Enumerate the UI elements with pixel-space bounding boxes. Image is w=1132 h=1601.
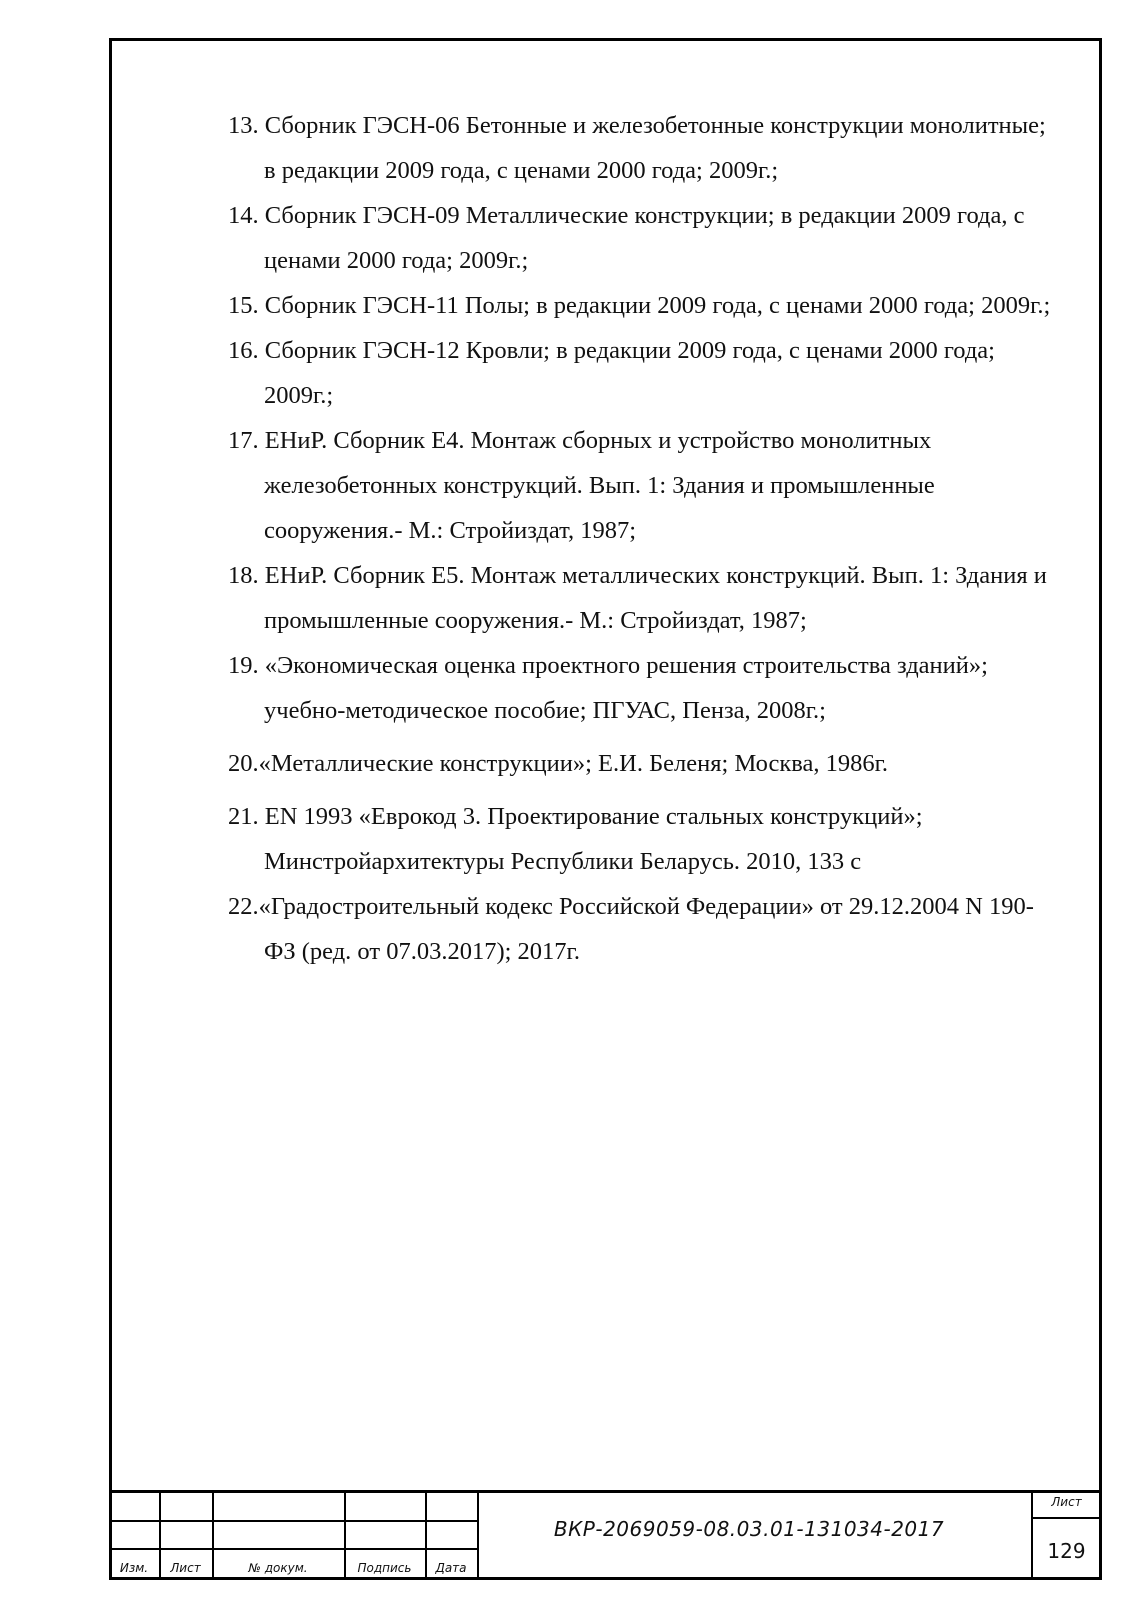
col-date-label: Дата	[435, 1561, 467, 1575]
tb-row-line	[109, 1520, 477, 1522]
reference-item: 22.«Градостроительный кодекс Российской Федерации» от 29.12.2004 N 190-ФЗ (ред. от 07.03.2017); 2017г.	[228, 893, 1034, 965]
col-sign-label: Подпись	[357, 1561, 412, 1575]
reference-item: 18. ЕНиР. Сборник Е5. Монтаж металлических конструкций. Вып. 1: Здания и промышленные сооружения.- М.: Стройиздат, 1987;	[228, 562, 1047, 634]
reference-item: 17. ЕНиР. Сборник Е4. Монтаж сборных и устройство монолитных железобетонных конструкций. Вып. 1: Здания и промышленные сооружения.- М.: Стройиздат, 1987;	[228, 427, 935, 544]
reference-item: 14. Сборник ГЭСН-09 Металлические конструкции; в редакции 2009 года, с ценами 2000 года; 2009г.;	[228, 202, 1025, 274]
reference-item: 13. Сборник ГЭСН-06 Бетонные и железобетонные конструкции монолитные; в редакции 2009 года, с ценами 2000 года; 2009г.;	[228, 112, 1046, 184]
tb-row-line	[109, 1548, 477, 1550]
col-list-label: Лист	[170, 1561, 201, 1575]
sheet-number: 129	[1047, 1539, 1086, 1563]
col-doc-label: № докум.	[248, 1561, 308, 1575]
tb-divider	[1031, 1493, 1033, 1580]
reference-item: 16. Сборник ГЭСН-12 Кровли; в редакции 2009 года, с ценами 2000 года; 2009г.;	[228, 337, 995, 409]
document-code: ВКР-2069059-08.03.01-131034-2017	[553, 1517, 945, 1541]
col-izm-label: Изм.	[119, 1561, 149, 1575]
reference-item: 19. «Экономическая оценка проектного решения строительства зданий»; учебно-методическое пособие; ПГУАС, Пенза, 2008г.;	[228, 652, 988, 724]
sheet-label: Лист	[1051, 1495, 1082, 1509]
tb-row-line	[1031, 1517, 1099, 1519]
reference-item: 21. EN 1993 «Еврокод 3. Проектирование стальных конструкций»; Минстройархитектуры Республики Беларусь. 2010, 133 с	[228, 803, 923, 875]
title-block	[109, 1490, 1102, 1580]
reference-item: 20.«Металлические конструкции»; Е.И. Беленя; Москва, 1986г.	[228, 750, 889, 777]
reference-list	[228, 103, 1058, 974]
reference-item: 15. Сборник ГЭСН-11 Полы; в редакции 2009 года, с ценами 2000 года; 2009г.;	[228, 292, 1051, 319]
